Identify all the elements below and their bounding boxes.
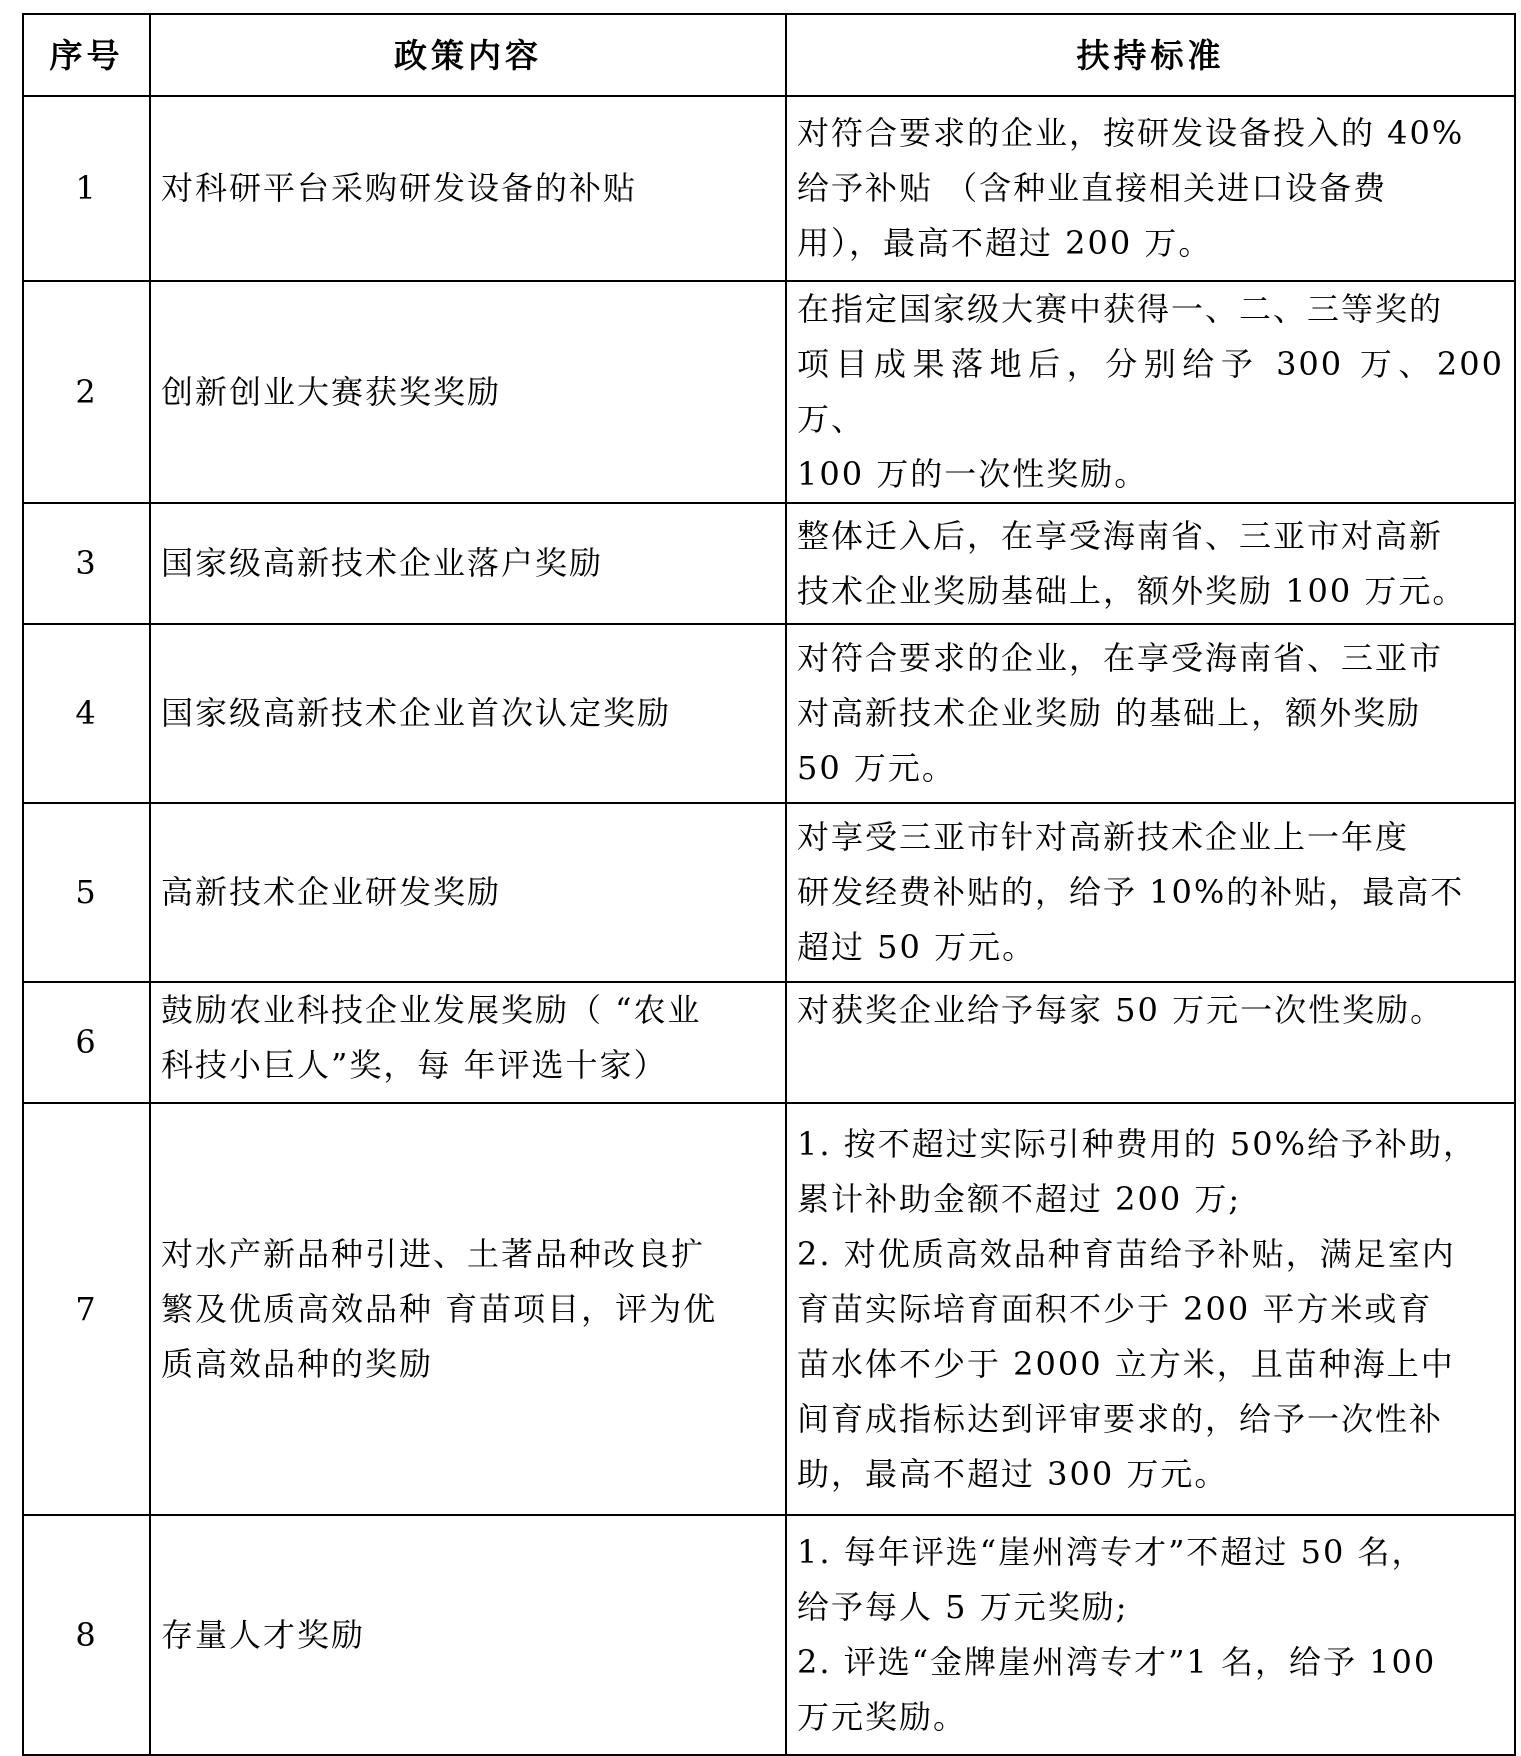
row-number: 5: [23, 803, 150, 982]
policy-line: 国家级高新技术企业落户奖励: [161, 544, 604, 582]
table-row: [23, 281, 1515, 503]
standard-line: 在指定国家级大赛中获得一、二、三等奖的: [797, 290, 1444, 328]
policy-content: [150, 1515, 786, 1755]
standard-line: 用），最高不超过 200 万。: [797, 224, 1213, 262]
standard-line: 给予每人 5 万元奖励;: [797, 1588, 1129, 1626]
row-number: 6: [23, 982, 150, 1103]
row-number: 3: [23, 503, 150, 624]
support-standard: [786, 624, 1515, 803]
support-standard: [786, 1515, 1515, 1755]
header-standard: 扶持标准: [786, 14, 1515, 96]
table-row: [23, 96, 1515, 281]
policy-line: 存量人才奖励: [161, 1615, 366, 1654]
support-standard: [786, 982, 1515, 1103]
policy-content: [150, 503, 786, 624]
support-standard: [786, 1103, 1515, 1515]
policy-content: [150, 982, 786, 1103]
row-number: 8: [23, 1515, 150, 1755]
table-row: [23, 1103, 1515, 1515]
standard-line: 对享受三亚市针对高新技术企业上一年度: [797, 818, 1410, 856]
standard-line: 超过 50 万元。: [797, 928, 1037, 966]
policy-content: [150, 624, 786, 803]
standard-line: 技术企业奖励基础上，额外奖励 100 万元。: [797, 571, 1467, 610]
table-row: [23, 803, 1515, 982]
policy-line: 高新技术企业研发奖励: [161, 873, 502, 911]
standard-line: 1. 每年评选“崖州湾专才”不超过 50 名，: [797, 1533, 1426, 1571]
table-row: [23, 1515, 1515, 1755]
policy-line: 质高效品种的奖励: [161, 1344, 434, 1383]
standard-line: 2. 评选“金牌崖州湾专才”1 名，给予 100: [797, 1643, 1437, 1681]
policy-content: [150, 281, 786, 503]
row-number: 2: [23, 281, 150, 503]
standard-line: 2. 对优质高效品种育苗给予补贴，满足室内: [797, 1234, 1456, 1273]
standard-line: 整体迁入后，在享受海南省、三亚市对高新: [797, 516, 1444, 555]
standard-line: 对高新技术企业奖励 的基础上，额外奖励: [797, 694, 1422, 732]
standard-line: 100 万的一次性奖励。: [797, 455, 1149, 493]
policy-line: 繁及优质高效品种 育苗项目，评为优: [161, 1289, 718, 1328]
support-standard: [786, 803, 1515, 982]
standard-line: 苗水体不少于 2000 立方米，且苗种海上中: [797, 1344, 1455, 1383]
policy-line: 对水产新品种引进、土著品种改良扩: [161, 1234, 706, 1273]
row-number: 1: [23, 96, 150, 281]
policy-line: 科技小巨人”奖，每 年评选十家）: [161, 1046, 668, 1084]
standard-line: 间育成指标达到评审要求的，给予一次性补: [797, 1399, 1444, 1438]
policy-content: [150, 96, 786, 281]
header-row: [23, 14, 1515, 96]
standard-line: 给予补贴 （含种业直接相关进口设备费: [797, 169, 1388, 207]
header-policy: 政策内容: [150, 14, 786, 96]
standard-line: 研发经费补贴的，给予 10%的补贴，最高不: [797, 873, 1465, 911]
table-row: [23, 982, 1515, 1103]
policy-table: [22, 13, 1516, 1756]
standard-line: 助，最高不超过 300 万元。: [797, 1454, 1229, 1493]
policy-line: 鼓励农业科技企业发展奖励（ “农业: [161, 991, 702, 1029]
support-standard: [786, 503, 1515, 624]
policy-line: 国家级高新技术企业首次认定奖励: [161, 694, 672, 732]
header-no: 序号: [23, 14, 150, 96]
policy-line: 创新创业大赛获奖奖励: [161, 372, 502, 411]
standard-line: 50 万元。: [797, 749, 956, 787]
policy-line: 对科研平台采购研发设备的补贴: [161, 169, 638, 207]
row-number: 4: [23, 624, 150, 803]
support-standard: [786, 96, 1515, 281]
standard-line: 对符合要求的企业，在享受海南省、三亚市: [797, 639, 1444, 677]
policy-content: [150, 803, 786, 982]
row-number: 7: [23, 1103, 150, 1515]
support-standard: [786, 281, 1515, 503]
standard-line: 万元奖励。: [797, 1698, 968, 1736]
standard-line: 育苗实际培育面积不少于 200 平方米或育: [797, 1289, 1433, 1328]
standard-line: 对符合要求的企业，按研发设备投入的 40%: [797, 114, 1465, 152]
standard-line: 1. 按不超过实际引种费用的 50%给予补助，: [797, 1124, 1478, 1163]
standard-line: 累计补助金额不超过 200 万;: [797, 1179, 1242, 1218]
standard-line: 对获奖企业给予每家 50 万元一次性奖励。: [797, 991, 1445, 1029]
policy-content: [150, 1103, 786, 1515]
standard-line: 项目成果落地后，分别给予 300 万、200 万、: [797, 345, 1504, 438]
table-row: [23, 503, 1515, 624]
table-row: [23, 624, 1515, 803]
